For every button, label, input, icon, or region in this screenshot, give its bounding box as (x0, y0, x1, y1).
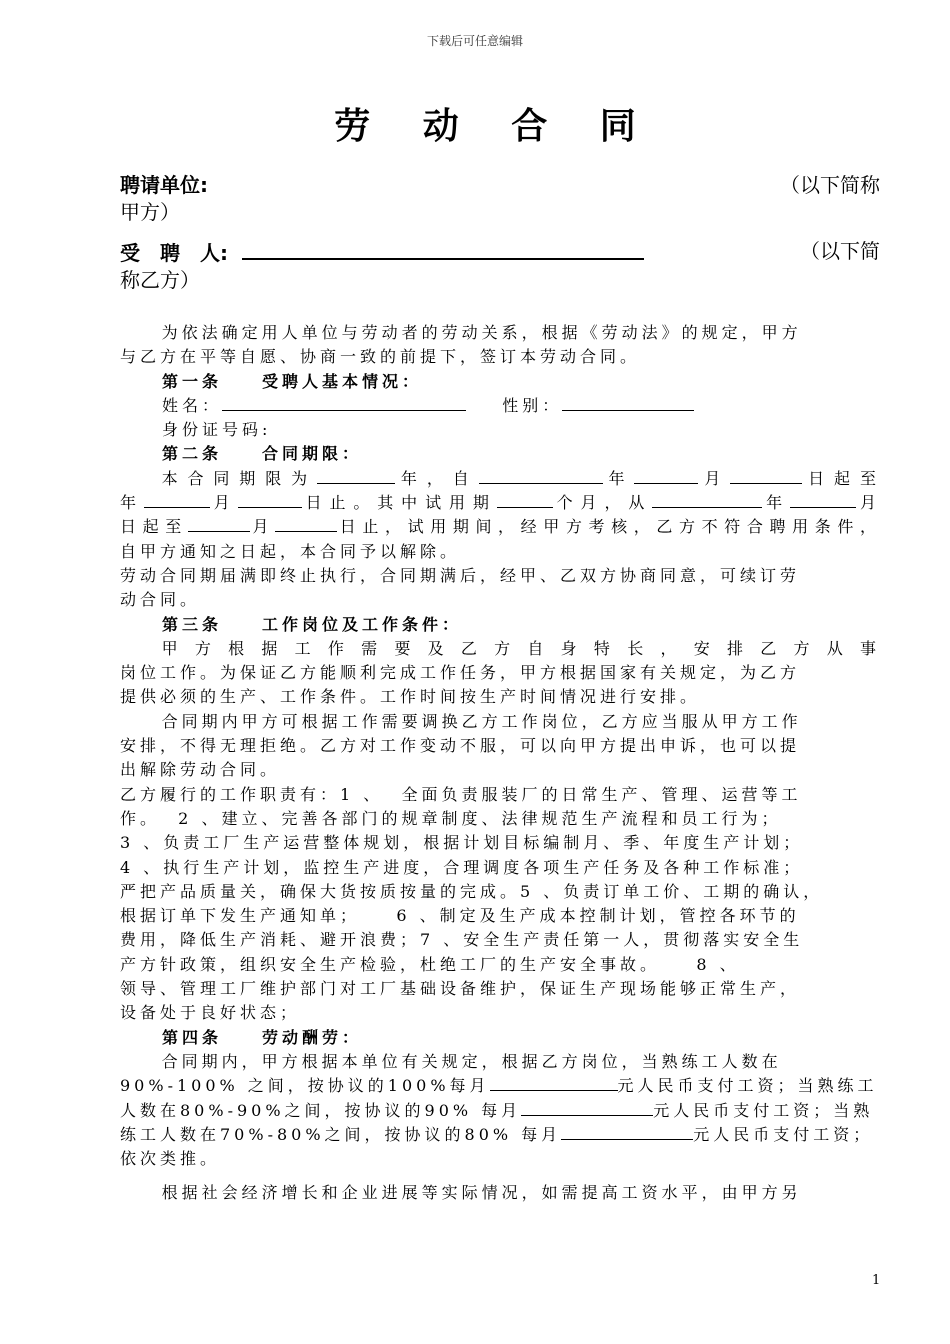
position-line-4: 合同期内甲方可根据工作需要调换乙方工作岗位，乙方应当服从甲方工作 (161, 711, 802, 731)
contract-body (120, 172, 880, 1206)
pay-100-blank[interactable] (490, 1074, 618, 1091)
duties-line: 作。 2 、建立、完善各部门的规章制度、法律规范生产流程和员工行为； (120, 808, 782, 828)
gender-label: 性别： (502, 395, 563, 415)
term-line-1: 本合同期限为 年，自 年 月 日起至 (161, 468, 880, 488)
pay-line-6: 根据社会经济增长和企业进展等实际情况，如需提高工资水平，由甲方另 (161, 1183, 802, 1203)
duties-line: 领导、管理工厂维护部门对工厂基础设备维护，保证生产现场能够正常生产， (120, 979, 801, 999)
position-line-2: 岗位工作。为保证乙方能顺利完成工作任务，甲方根据国家有关规定，为乙方 (120, 663, 801, 683)
probation-start-month-blank[interactable] (790, 491, 856, 508)
pay-90-blank[interactable] (521, 1099, 653, 1116)
contract-text (120, 321, 880, 1206)
document-title: 劳 动 合 同 (334, 106, 656, 147)
duties-line: 严把产品质量关，确保大货按质按量的完成。5 、负责订单工价、工期的确认， (120, 881, 824, 901)
duties-line: 设备处于良好状态； (120, 1003, 301, 1023)
employee-suffix-cont: 称乙方） (120, 268, 200, 292)
duties-line: 4 、执行生产计划，监控生产进度，合理调度各项生产任务及各种工作标准； (120, 857, 804, 877)
duties-line: 费用，降低生产消耗、避开浪费；7 、安全生产责任第一人，贯彻落实安全生 (120, 930, 804, 950)
pay-80-blank[interactable] (561, 1123, 693, 1140)
term-line-6: 动合同。 (120, 590, 201, 610)
pay-line-4: 练工人数在70%-80%之间，按协议的80% 每月 元人民币支付工资； (120, 1124, 874, 1144)
probation-end-day-blank[interactable] (275, 515, 337, 532)
employee-field (120, 238, 880, 294)
position-line-3: 提供必须的生产、工作条件。工作时间按生产时间情况进行安排。 (120, 687, 701, 707)
id-number-label: 身份证号码: (162, 420, 272, 440)
start-year-blank[interactable] (479, 467, 603, 484)
employee-label: 受 聘 人: (120, 241, 228, 265)
start-day-blank[interactable] (730, 467, 802, 484)
term-line-3: 日起至 月 日止，试用期间，经甲方考核，乙方不符合聘用条件， (120, 517, 880, 537)
page-number: 1 (872, 1273, 881, 1288)
term-line-2: 年 月 日止。其中试用期 个月，从 年 月 (120, 493, 880, 513)
duties-line: 根据订单下发生产通知单； 6 、制定及生产成本控制计划，管控各环节的 (120, 906, 800, 926)
probation-end-blank[interactable] (188, 515, 250, 532)
position-line-1: 甲方根据工作需要及乙方自身特长，安排乙方从事 (161, 638, 880, 658)
gender-blank[interactable] (562, 394, 694, 411)
employee-suffix: （以下简 (800, 239, 880, 263)
term-years-blank[interactable] (317, 467, 395, 484)
name-label: 姓名： (162, 395, 223, 415)
term-line-4: 自甲方通知之日起，本合同予以解除。 (120, 541, 461, 561)
name-blank[interactable] (222, 394, 466, 411)
employer-suffix: （以下简称 (780, 173, 880, 197)
pay-line-3: 人数在80%-90%之间，按协议的90% 每月 元人民币支付工资；当熟 (120, 1100, 874, 1120)
start-month-blank[interactable] (634, 467, 698, 484)
article-3-heading: 第三条 工作岗位及工作条件： (162, 614, 463, 634)
employer-field (120, 172, 880, 226)
header-note: 下载后可任意编辑 (426, 34, 523, 48)
name-gender-row (120, 394, 880, 418)
article-2-heading: 第二条 合同期限： (162, 444, 363, 464)
employer-suffix-cont: 甲方） (120, 200, 180, 224)
pay-line-1: 合同期内，甲方根据本单位有关规定，根据乙方岗位，当熟练工人数在 (161, 1051, 782, 1071)
duties-line: 产方针政策，组织安全生产检验，杜绝工厂的生产安全事故。 8 、 (120, 954, 740, 974)
end-month-blank[interactable] (238, 491, 302, 508)
probation-months-blank[interactable] (497, 491, 553, 508)
pay-line-2: 90%-100% 之间，按协议的100%每月 元人民币支付工资；当熟练工 (120, 1076, 878, 1096)
intro-line: 为依法确定用人单位与劳动者的劳动关系，根据《劳动法》的规定，甲方 (161, 323, 802, 342)
end-year-blank[interactable] (144, 491, 210, 508)
position-line-6: 出解除劳动合同。 (120, 760, 281, 780)
article-1-heading: 第一条 受聘人基本情况： (162, 371, 423, 391)
position-line-5: 安排，不得无理拒绝。乙方对工作变动不服，可以向甲方提出申诉，也可以提 (120, 736, 801, 756)
probation-start-year-blank[interactable] (652, 491, 762, 508)
employer-label: 聘请单位: (120, 173, 208, 197)
term-line-5: 劳动合同期届满即终止执行，合同期满后，经甲、乙双方协商同意，可续订劳 (120, 565, 801, 585)
article-4-heading: 第四条 劳动酬劳： (162, 1027, 363, 1047)
pay-line-5: 依次类推。 (120, 1149, 221, 1169)
duties-line: 乙方履行的工作职责有：1 、 全面负责服装厂的日常生产、管理、运营等工 (120, 784, 802, 804)
duties-line: 3 、负责工厂生产运营整体规划，根据计划目标编制月、季、年度生产计划； (120, 833, 804, 853)
intro-line: 与乙方在平等自愿、协商一致的前提下，签订本劳动合同。 (120, 347, 641, 367)
employee-blank[interactable] (242, 238, 644, 260)
